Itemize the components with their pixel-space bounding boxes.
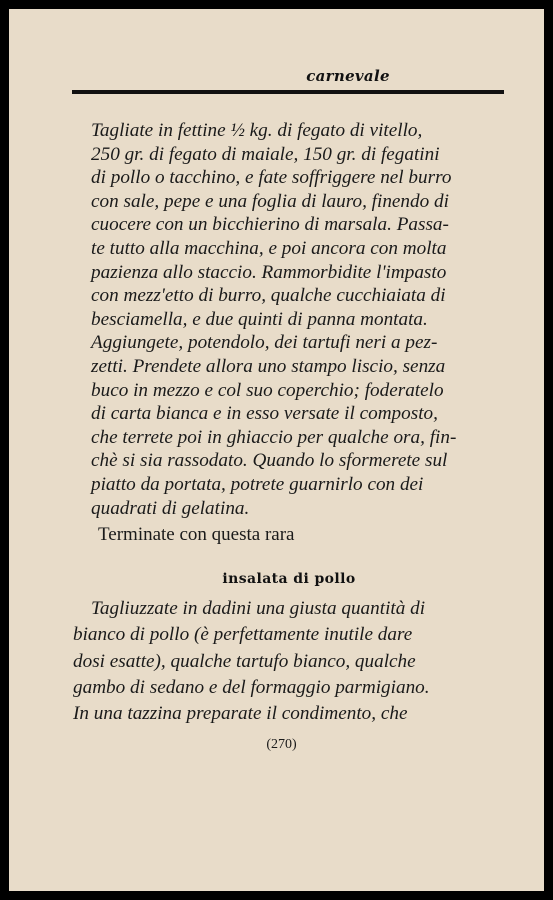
header-rule — [72, 90, 504, 94]
paragraph-2 — [73, 596, 505, 727]
paragraph-1-line: buco in mezzo e col suo coperchio; foderatelo — [91, 379, 444, 401]
book-page — [9, 9, 544, 891]
paragraph-1-line: quadrati di gelatina. — [91, 497, 250, 519]
paragraph-1-line: besciamella, e due quinti di panna montata. — [91, 308, 428, 330]
paragraph-1-line: di carta bianca e in esso versate il composto, — [91, 403, 438, 425]
paragraph-1-line: pazienza allo staccio. Rammorbidite l'impasto — [91, 261, 447, 283]
paragraph-1-line: 250 gr. di fegato di maiale, 150 gr. di fegatini — [91, 143, 440, 165]
paragraph-1-line: cuocere con un bicchierino di marsala. Passa- — [91, 214, 449, 236]
paragraph-1 — [73, 119, 505, 520]
page-header — [73, 67, 503, 85]
paragraph-1-line: Aggiungete, potendolo, dei tartufi neri a pez- — [91, 332, 438, 354]
running-head: carnevale — [306, 67, 390, 85]
recipe-subheading: insalata di pollo — [222, 571, 356, 587]
paragraph-1-line: che terrete poi in ghiaccio per qualche ora, fin- — [91, 426, 457, 448]
page-number: (270) — [266, 737, 297, 752]
paragraph-1-line: zetti. Prendete allora uno stampo liscio, senza — [91, 355, 446, 377]
paragraph-2-line: In una tazzina preparate il condimento, che — [73, 703, 408, 725]
paragraph-2-line: dosi esatte), qualche tartufo bianco, qualche — [73, 650, 416, 672]
transition-line: Terminate con questa rara — [98, 524, 295, 545]
paragraph-1-line: Tagliate in fettine ½ kg. di fegato di vitello, — [91, 120, 423, 141]
paragraph-1-line: con sale, pepe e una foglia di lauro, finendo di — [91, 190, 449, 212]
paragraph-1-line: te tutto alla macchina, e poi ancora con molta — [91, 237, 447, 259]
paragraph-1-line: chè si sia rassodato. Quando lo sformerete sul — [91, 450, 448, 472]
paragraph-1-line: piatto da portata, potrete guarnirlo con dei — [91, 473, 424, 495]
paragraph-2-line: gambo di sedano e del formaggio parmigiano. — [73, 676, 430, 698]
paragraph-2-line: bianco di pollo (è perfettamente inutile dare — [73, 624, 413, 646]
paragraph-1-line: di pollo o tacchino, e fate soffriggere nel burro — [91, 167, 452, 189]
paragraph-2-line: Tagliuzzate in dadini una giusta quantità di — [91, 598, 426, 619]
paragraph-1-line: con mezz'etto di burro, qualche cucchiaiata di — [91, 285, 446, 307]
